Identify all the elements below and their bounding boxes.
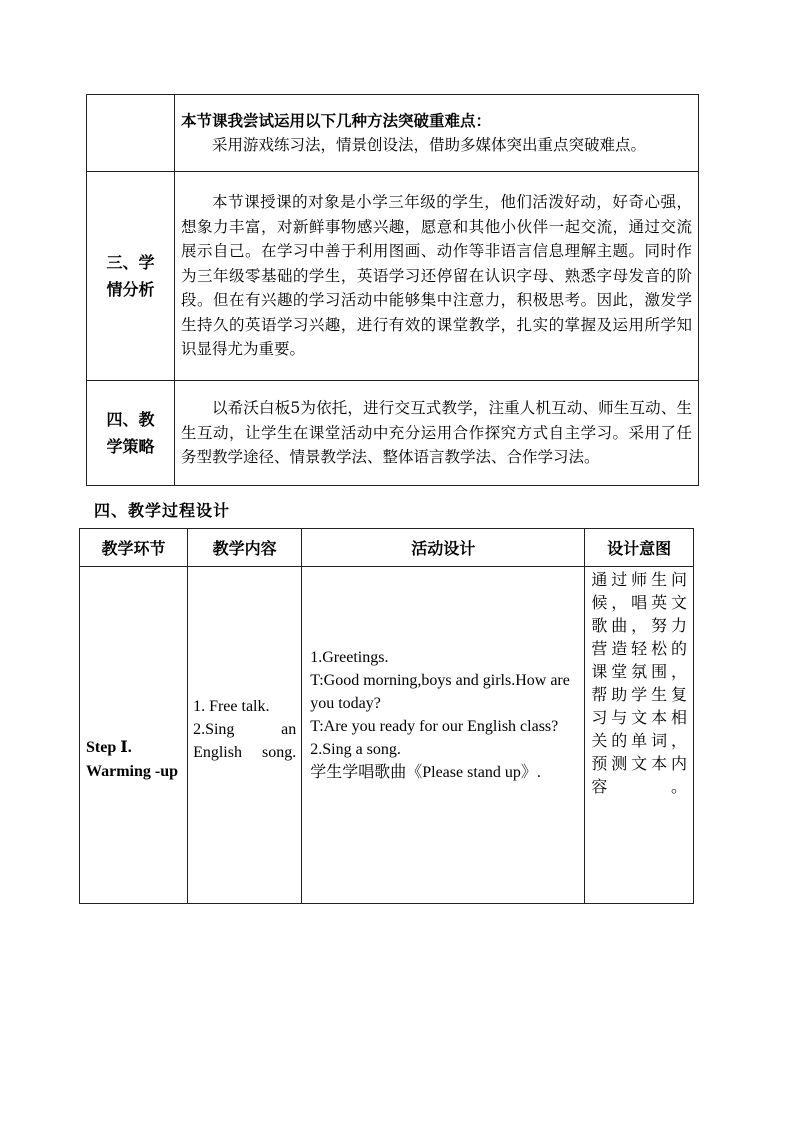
row-label [87, 95, 175, 172]
activity-cell [302, 567, 585, 904]
table-row [87, 381, 699, 486]
strategy-cell [175, 381, 699, 486]
row-label: 三、学情分析 [87, 172, 175, 381]
method-paragraph: 采用游戏练习法，情景创设法，借助多媒体突出重点突破难点。 [212, 136, 647, 154]
process-table [79, 528, 694, 904]
student-analysis-cell [175, 172, 699, 381]
header-activity: 活动设计 [302, 529, 585, 567]
table-header-row [80, 529, 694, 567]
row-label: 四、教学策略 [87, 381, 175, 486]
table-row [80, 567, 694, 904]
header-stage: 教学环节 [80, 529, 188, 567]
activity-line: 2.Sing a song. [310, 741, 401, 758]
step-label: Step Ⅰ. Warming -up [86, 739, 179, 780]
step-cell [80, 567, 188, 904]
intent-text: 通过师生问候，唱英文歌曲，努力营造轻松的课堂氛围，帮助学生复习与文本相关的单词，预测文本内容。 [591, 572, 687, 796]
table-row [87, 172, 699, 381]
content-item: 1. Free talk. [193, 697, 270, 715]
student-analysis-paragraph: 本节课授课的对象是小学三年级的学生，他们活泼好动，好奇心强，想象力丰富，对新鲜事物感兴趣，愿意和其他小伙伴一起交流，通过交流展示自己。在学习中善于利用图画、动作等非语言信息理解主题。同时作为三年级零基础的学生，英语学习还停留在认识字母、熟悉字母发音的阶段。但在有兴趣的学习活动中能够集中注意力，积极思考。因此，激发学生持久的英语学习兴趣，进行有效的课堂教学，扎实的掌握及运用所学知识显得尤为重要。 [181, 193, 692, 359]
activity-line: T:Good morning,boys and girls.How are you today? [310, 672, 570, 712]
section-heading: 四、教学过程设计 [94, 501, 231, 520]
activity-line: T:Are you ready for our English class? [310, 718, 559, 735]
intent-cell [585, 567, 694, 904]
method-heading: 本节课我尝试运用以下几种方法突破重难点： [181, 111, 492, 130]
analysis-table [86, 94, 699, 486]
activity-line: 1.Greetings. [310, 649, 389, 666]
content-cell [188, 567, 302, 904]
content-item: 2.Sing an English song. [193, 720, 297, 761]
strategy-paragraph: 以希沃白板5为依托，进行交互式教学，注重人机互动、师生互动、生生互动，让学生在课堂活动中充分运用合作探究方式自主学习。采用了任务型教学途径、情景教学法、整体语言教学法、合作学习法。 [181, 399, 692, 467]
header-intent: 设计意图 [585, 529, 694, 567]
method-cell [175, 95, 699, 172]
activity-line: 学生学唱歌曲《Please stand up》. [310, 764, 541, 781]
header-content: 教学内容 [188, 529, 302, 567]
table-row [87, 95, 699, 172]
